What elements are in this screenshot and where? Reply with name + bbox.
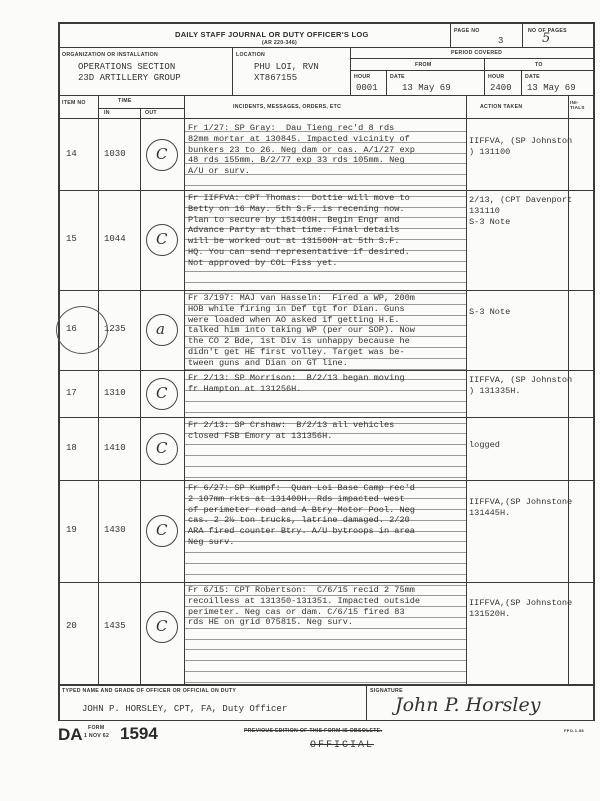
officer-name: JOHN P. HORSLEY, CPT, FA, Duty Officer (82, 704, 288, 714)
ruled-line (185, 639, 466, 640)
row-separator (58, 370, 594, 371)
ruled-line (185, 574, 466, 575)
from-hour-label: HOUR (354, 74, 371, 80)
official-stamp: OFFICIAL (310, 740, 375, 751)
mark-circle (146, 224, 178, 256)
time-out-mark: C (156, 438, 168, 457)
location-line2: XT867155 (254, 73, 298, 83)
form-label: FORM (88, 725, 105, 731)
item-number: 16 (66, 324, 77, 334)
page-no-value: 3 (498, 36, 504, 46)
from-date: 13 May 69 (402, 83, 451, 93)
to-hour: 2400 (490, 83, 512, 93)
col-initials: INI-TIALS (570, 100, 585, 110)
row-separator (58, 190, 594, 191)
from-date-label: DATE (390, 74, 405, 80)
form-number: 1594 (120, 724, 158, 743)
form-code: FPO-1-58 (564, 728, 584, 733)
incident-text: Fr IIFFVA: CPT Thomas: Dottie will move to Betty on 16 May. 5th S.F. is recening now. Plan to secure by 151400H. Begin Engr and Advance Party at that time. Final details will be worked out at 131500H at 5th S.F. HQ. You can send representative if desired. Not approved by COL Fiss yet. (188, 193, 410, 268)
col-item: ITEM NO (62, 100, 86, 106)
action-text: 2/13, (CPT Davenport 131110 S-3 Note (469, 195, 573, 227)
item-circle (56, 306, 108, 354)
from-label: FROM (415, 62, 432, 68)
row-separator (58, 582, 594, 583)
signature: John P. Horsley (395, 694, 541, 716)
ruled-line (185, 649, 466, 650)
time-in: 1030 (104, 149, 126, 159)
form-prefix: DA (58, 725, 83, 744)
mark-circle (146, 314, 178, 346)
mark-circle (146, 139, 178, 171)
no-of-pages-label: NO OF PAGES (528, 28, 567, 34)
incident-text: Fr 2/13: SP Crshaw: B/2/13 all vehicles closed FSB Emory at 131356H. (188, 420, 395, 441)
action-text: IIFFVA, (SP Johnston ) 131100 (469, 136, 573, 157)
ruled-line (185, 185, 466, 186)
col-incidents: INCIDENTS, MESSAGES, ORDERS, ETC (233, 104, 342, 110)
action-text: IIFFVA,(SP Johnstone 131445H. (469, 497, 573, 518)
ruled-line (185, 401, 466, 402)
incident-text: Fr 3/197: MAJ van Hasseln: Fired a WP, 200m HOB while firing in Def tgt for Dian. Guns were loaded when AO asked if getting H.E. talked him into taking WP (per our SOP). Now the CO 2 Bde, 1st Div is unhappy because he didn't get HE first volley. Target was be- tween guns and Dian on GT line. (188, 293, 415, 368)
incident-text: Fr 6/15: CPT Robertson: C/6/15 recid 2 75mm recoilless at 131350-131351. Impacted outside perimeter. Neg cas or dam. C/6/15 fired 83 rds HE on grid 075815. Neg surv. (188, 585, 421, 628)
mark-circle (146, 378, 178, 410)
to-hour-label: HOUR (488, 74, 505, 80)
col-action: ACTION TAKEN (480, 104, 523, 110)
form-date: 1 NOV 62 (84, 733, 110, 739)
incident-text: Fr 2/13: SP Morrison: B/2/13 began moving fr Hampton at 131256H. (188, 373, 405, 394)
time-out-mark: C (156, 145, 168, 163)
time-out-mark: a (156, 320, 165, 338)
ruled-line (185, 660, 466, 661)
time-in: 1310 (104, 387, 126, 398)
col-time: TIME (118, 98, 132, 104)
action-text: IIFFVA, (SP Johnston ) 131335H. (469, 375, 573, 396)
item-number: 15 (66, 234, 77, 244)
time-in: 1235 (104, 324, 126, 334)
row-separator (58, 480, 594, 481)
mark-circle (146, 515, 178, 547)
period-label: PERIOD COVERED (451, 50, 503, 56)
from-hour: 0001 (356, 83, 378, 93)
row-separator (58, 417, 594, 418)
ruled-line (185, 552, 466, 553)
to-date-label: DATE (525, 74, 540, 80)
item-number: 19 (66, 525, 77, 535)
time-out-mark: C (156, 521, 168, 539)
time-out-mark: C (156, 383, 168, 402)
action-text: logged (469, 440, 500, 450)
org-line2: 23D ARTILLERY GROUP (78, 73, 181, 83)
to-date: 13 May 69 (527, 83, 576, 93)
mark-circle (146, 611, 178, 643)
ruled-line (185, 682, 466, 683)
ruled-line (185, 271, 466, 272)
time-out-mark: C (156, 617, 168, 635)
incident-text: Fr 6/27: SP Kumpf: Quan Loi Base Camp rec'd 2 107mm rkts at 131400H. Rds impacted west of perimeter road and A Btry Motor Pool. Neg cas. 2 2½ ton trucks, latrine damaged. 2/20 ARA fired counter Btry. A/U bytroops in area Neg surv. (188, 483, 415, 547)
to-label: TO (535, 62, 543, 68)
action-text: S-3 Note (469, 307, 511, 317)
row-separator (58, 290, 594, 291)
time-in: 1430 (104, 525, 126, 535)
location-line1: PHU LOI, RVN (254, 62, 319, 72)
ruled-line (185, 477, 466, 478)
ruled-line (185, 444, 466, 445)
ruled-line (185, 671, 466, 672)
org-label: ORGANIZATION OR INSTALLATION (62, 52, 158, 58)
incident-text: Fr 1/27: SP Gray: Dau Tieng rec'd 8 rds 82mm mortar at 130845. Impacted vicinity of bunkers 23 to 26. Neg dam or cas. A/1/27 exp 48 rds 155mm. B/2/77 exp 33 rds 105mm. Neg A/U or surv. (188, 123, 415, 177)
org-line1: OPERATIONS SECTION (78, 62, 176, 72)
action-text: IIFFVA,(SP Johnstone 131520H. (469, 598, 573, 619)
time-in: 1435 (104, 621, 126, 631)
time-in: 1410 (104, 442, 126, 453)
item-number: 17 (66, 387, 77, 398)
obsolete-note: PREVIOUS EDITION OF THIS FORM IS OBSOLETE. (244, 728, 383, 734)
ruled-line (185, 412, 466, 413)
ruled-line (185, 282, 466, 283)
ruled-line (185, 455, 466, 456)
officer-name-label: TYPED NAME AND GRADE OF OFFICER OR OFFICIAL ON DUTY (62, 688, 237, 694)
item-number: 18 (66, 442, 77, 453)
no-of-pages-value: 5 (542, 31, 551, 46)
col-time-out: OUT (145, 110, 157, 116)
time-out-mark: C (156, 230, 168, 248)
mark-circle (146, 433, 178, 465)
col-time-in: IN (104, 110, 110, 116)
signature-label: SIGNATURE (370, 688, 403, 694)
item-number: 14 (66, 149, 77, 159)
time-in: 1044 (104, 234, 126, 244)
ruled-line (185, 466, 466, 467)
ruled-line (185, 563, 466, 564)
form-title: DAILY STAFF JOURNAL OR DUTY OFFICER'S LOG (175, 30, 369, 39)
location-label: LOCATION (236, 52, 266, 58)
page-no-label: PAGE NO (454, 28, 480, 34)
item-number: 20 (66, 621, 77, 631)
regulation-ref: (AR 220-346) (262, 40, 298, 46)
